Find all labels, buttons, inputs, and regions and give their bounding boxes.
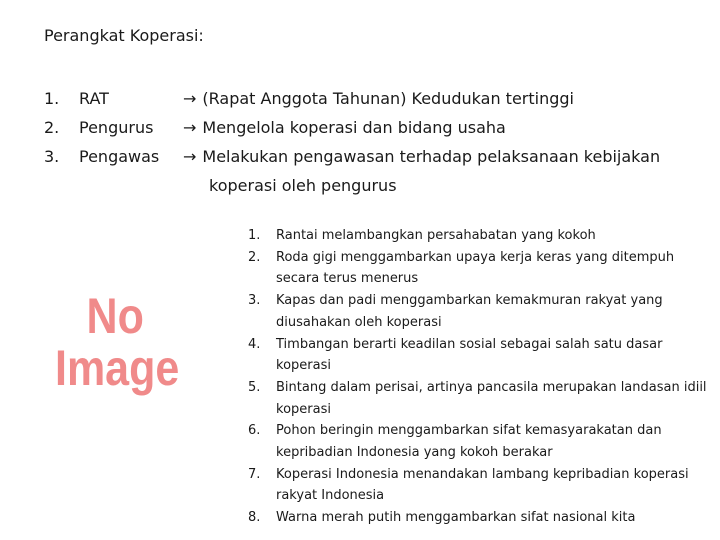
organ-role: Pengawas [79,147,160,166]
organ-description: → Melakukan pengawasan terhadap pelaksanaan kebijakan koperasi oleh pengurus [183,142,693,200]
list-item: 7. Koperasi Indonesia menandakan lambang kepribadian koperasi rakyat Indonesia [248,466,689,504]
organ-role: RAT [79,89,109,108]
organ-row [44,113,693,142]
page-title: Perangkat Koperasi: [44,26,204,45]
list-item: 3. Kapas dan padi menggambarkan kemakmuran rakyat yang diusahakan oleh koperasi [248,293,663,330]
organ-role: Pengurus [79,118,154,137]
organ-description: → (Rapat Anggota Tahunan) Kedudukan tertinggi [183,89,574,108]
list-item: 6. Pohon beringin menggambarkan sifat kemasyarakatan dan kepribadian Indonesia yang kokoh berakar [248,423,662,461]
organ-description-continued: koperasi oleh pengurus [209,176,397,195]
arrow-right-icon: → [183,89,197,108]
emblem-meaning-list [248,225,710,529]
list-item: 1. Rantai melambangkan persahabatan yang kokoh [248,228,596,243]
list-item: 4. Timbangan berarti keadilan sosial sebagai salah satu dasar koperasi [248,336,663,374]
placeholder-text-line1: No [86,288,144,344]
list-item: 2. Roda gigi menggambarkan upaya kerja keras yang ditempuh secara terus menerus [248,249,675,287]
list-item: 8. Warna merah putih menggambarkan sifat nasional kita [248,510,636,526]
organ-description: → Mengelola koperasi dan bidang usaha [183,118,506,137]
arrow-right-icon: → [183,147,197,166]
list-item: 5. Bintang dalam perisai, artinya pancasila merupakan landasan idiil koperasi [248,379,707,417]
cooperative-organs-list [44,84,693,200]
organ-number: 3. [44,147,60,166]
organ-number: 1. [44,89,60,108]
organ-row [44,142,693,200]
no-image-placeholder [55,288,180,396]
organ-row [44,84,693,113]
placeholder-text-line2: Image [55,340,180,396]
organ-number: 2. [44,118,60,137]
arrow-right-icon: → [183,118,197,137]
